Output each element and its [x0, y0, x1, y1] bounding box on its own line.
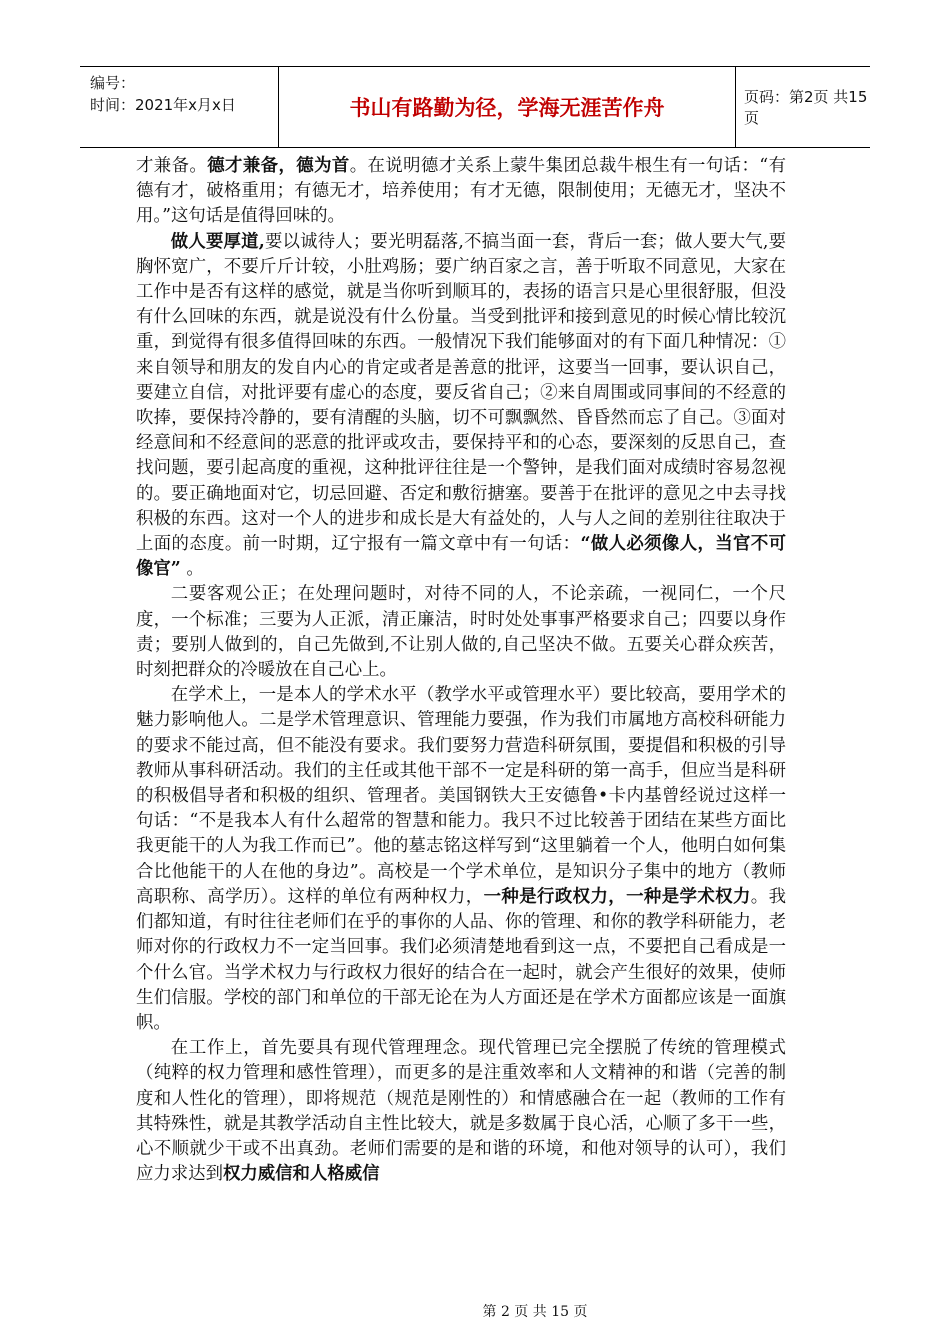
paragraph [136, 582, 786, 683]
bold-text: 做人要厚道, [170, 231, 265, 252]
bold-text: 权力威信和人格威信 [222, 1164, 380, 1185]
time-label: 时间：2021年x月x日 [90, 96, 236, 114]
text-run: 。我们都知道，有时往往老师们在乎的事你的人品、你的管理、和你的教学科研能力，老师对你的行政权力不一定当回事。我们必须清楚地看到这一点，不要把自己看成是一个什么官。当学术权力与行政权力很好的结合在一起时，就会产生很好的效果，使师生们信服。学校的部门和单位的干部无论在为人方面还是在学术方面都应该是一面旗帜。 [136, 886, 786, 1033]
footer-page-number: 第 2 页 共 15 页 [482, 1304, 588, 1320]
document-body [136, 154, 786, 1187]
bold-text: 德才兼备，德为首 [207, 156, 350, 176]
page-footer [0, 1301, 950, 1321]
text-run: 。 [180, 559, 204, 580]
header-page-info: 页码：第2页 共15页 [744, 88, 868, 127]
text-run: 才兼备。 [136, 156, 208, 176]
bold-text: “做人必须像人，当官不可像官” [136, 534, 786, 580]
paragraph [136, 1036, 786, 1187]
header-motto: 书山有路勤为径，学海无涯苦作舟 [279, 67, 736, 147]
text-run: 要以诚待人；要光明磊落,不搞当面一套，背后一套；做人要大气,要胸怀宽广，不要斤斤计较，小肚鸡肠；要广纳百家之言，善于听取不同意见，大家在工作中是否有这样的感觉，就是当你听到顺耳的，表扬的语言只是心里很舒服，但没有什么回味的东西，就是说没有什么份量。当受到批评和接到意见的时候心情比较沉重，到觉得有很多值得回味的东西。一般情况下我们能够面对的有下面几种情况：①来自领导和朋友的发自内心的肯定或者是善意的批评，这要当一回事，要认识自己，要建立自信，对批评要有虚心的态度，要反省自己；②来自周围或同事间的不经意的吹捧，要保持冷静的，要有清醒的头脑，切不可飘飘然、昏昏然而忘了自己。③面对经意间和不经意间的恶意的批评或攻击，要保持平和的心态，要深刻的反思自己，查找问题，要引起高度的重视，这种批评往往是一个警钟，是我们面对成绩时容易忽视的。要正确地面对它，切忌回避、否定和敷衍搪塞。要善于在批评的意见之中去寻找积极的东西。这对一个人的进步和成长是大有益处的，人与人之间的差别往往取决于上面的态度。前一时期，辽宁报有一篇文章中有一句话： [136, 231, 786, 555]
paragraph [136, 683, 786, 1036]
text-run: 二要客观公正；在处理问题时，对待不同的人，不论亲疏，一视同仁，一个尺度，一个标准；三要为人正派，清正廉洁，时时处处事事严格要求自己；四要以身作责；要别人做到的，自己先做到,不让别人做的,自己坚决不做。五要关心群众疾苦，时刻把群众的冷暖放在自己心上。 [136, 584, 786, 681]
paragraph [136, 154, 786, 230]
header-meta [80, 67, 279, 147]
bold-text: 一种是行政权力，一种是学术权力 [483, 886, 751, 907]
text-run: 。在说明德才关系上蒙牛集团总裁牛根生有一句话：“有德有才，破格重用；有德无才，培养使用；有才无德，限制使用；无德无才，坚决不用。”这句话是值得回味的。 [136, 156, 786, 227]
paragraph [136, 230, 786, 583]
page-header [80, 66, 870, 148]
text-run: 在工作上，首先要具有现代管理理念。现代管理已完全摆脱了传统的管理模式（纯粹的权力管理和感性管理），而更多的是注重效率和人文精神的和谐（完善的制度和人性化的管理），即将规范（规范是刚性的）和情感融合在一起（教师的工作有其特殊性，就是其教学活动自主性比较大，就是多数属于良心活，心顺了多干一些，心不顺就少干或不出真劲。老师们需要的是和谐的环境，和他对领导的认可），我们应力求达到 [136, 1038, 786, 1185]
number-label: 编号： [90, 74, 136, 92]
text-run: 在学术上，一是本人的学术水平（教学水平或管理水平）要比较高，要用学术的魅力影响他人。二是学术管理意识、管理能力要强，作为我们市属地方高校科研能力的要求不能过高，但不能没有要求。我们要努力营造科研氛围，要提倡和积极的引导教师从事科研活动。我们的主任或其他干部不一定是科研的第一高手，但应当是科研的积极倡导者和积极的组织、管理者。美国钢铁大王安德鲁•卡内基曾经说过这样一句话：“不是我本人有什么超常的智慧和能力。我只不过比较善于团结在某些方面比我更能干的人为我工作而已”。他的墓志铭这样写到“这里躺着一个人，他明白如何集合比他能干的人在他的身边”。高校是一个学术单位，是知识分子集中的地方（教师高职称、高学历）。这样的单位有两种权力， [136, 685, 786, 907]
